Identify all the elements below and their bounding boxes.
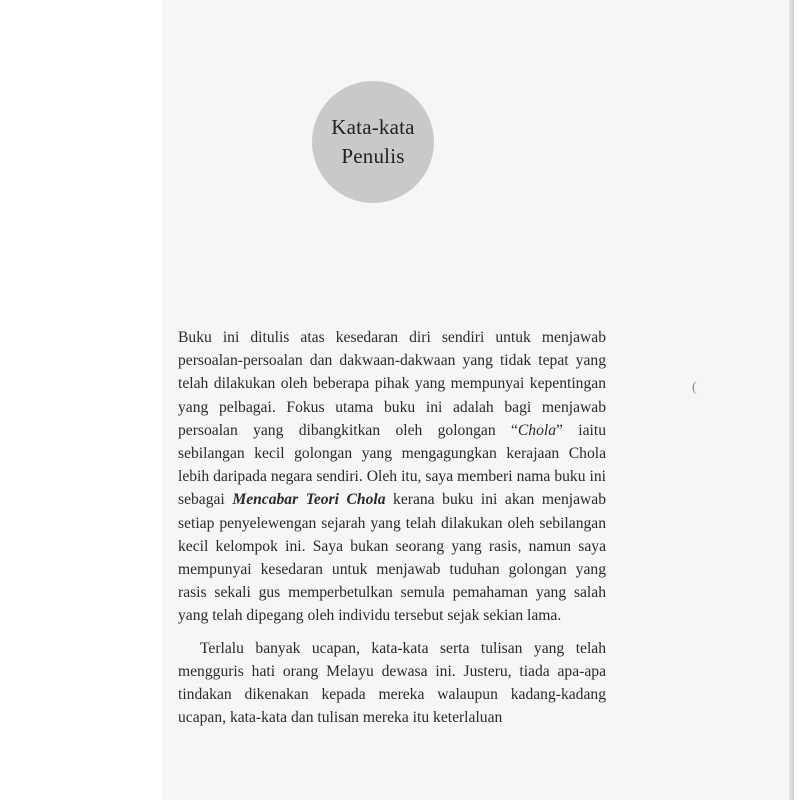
body-text — [178, 326, 606, 729]
paragraph-1-part-1: Buku ini ditulis atas kesedaran diri sendiri untuk menjawab persoalan-persoalan dan dakwaan-dakwaan yang tidak tepat yang telah dilakukan oleh beberapa pihak yang mempunyai kepentingan yang pelbagai. Fokus utama buku ini adalah bagi menjawab persoalan yang dibangkitkan oleh golongan “ — [178, 329, 606, 439]
paragraph-1-part-3: kerana buku ini akan menjawab setiap penyelewengan sejarah yang telah dilakukan oleh sebilangan kecil kelompok ini. Saya bukan seorang yang rasis, namun saya mempunyai kesedaran untuk menjawab tuduhan golongan yang rasis sekali gus memperbetulkan semula pemahaman yang salah yang telah dipegang oleh individu tersebut sejak sekian lama. — [178, 491, 606, 625]
chola-italic: Chola — [517, 421, 557, 439]
chapter-title-circle — [312, 81, 434, 203]
margin-mark: ( — [692, 380, 697, 395]
page-edge — [789, 0, 794, 800]
chapter-title-line-2: Penulis — [341, 144, 405, 168]
paragraph-2: Terlalu banyak ucapan, kata-kata serta tulisan yang telah mengguris hati orang Melayu dewasa ini. Justeru, tiada apa-apa tindakan dikenakan kepada mereka walaupun kadang-kadang ucapan, kata-kata dan tulisan mereka itu keterlaluan — [178, 639, 606, 727]
paragraph-1 — [178, 326, 606, 628]
book-title: Mencabar Teori Chola — [232, 491, 386, 509]
paragraph-1-part-2: ” iaitu sebilangan kecil golongan yang mengagungkan kerajaan Chola lebih daripada negara sendiri. Oleh itu, saya memberi nama buku ini sebagai — [178, 421, 606, 509]
chapter-title-line-1: Kata-kata — [331, 115, 415, 139]
